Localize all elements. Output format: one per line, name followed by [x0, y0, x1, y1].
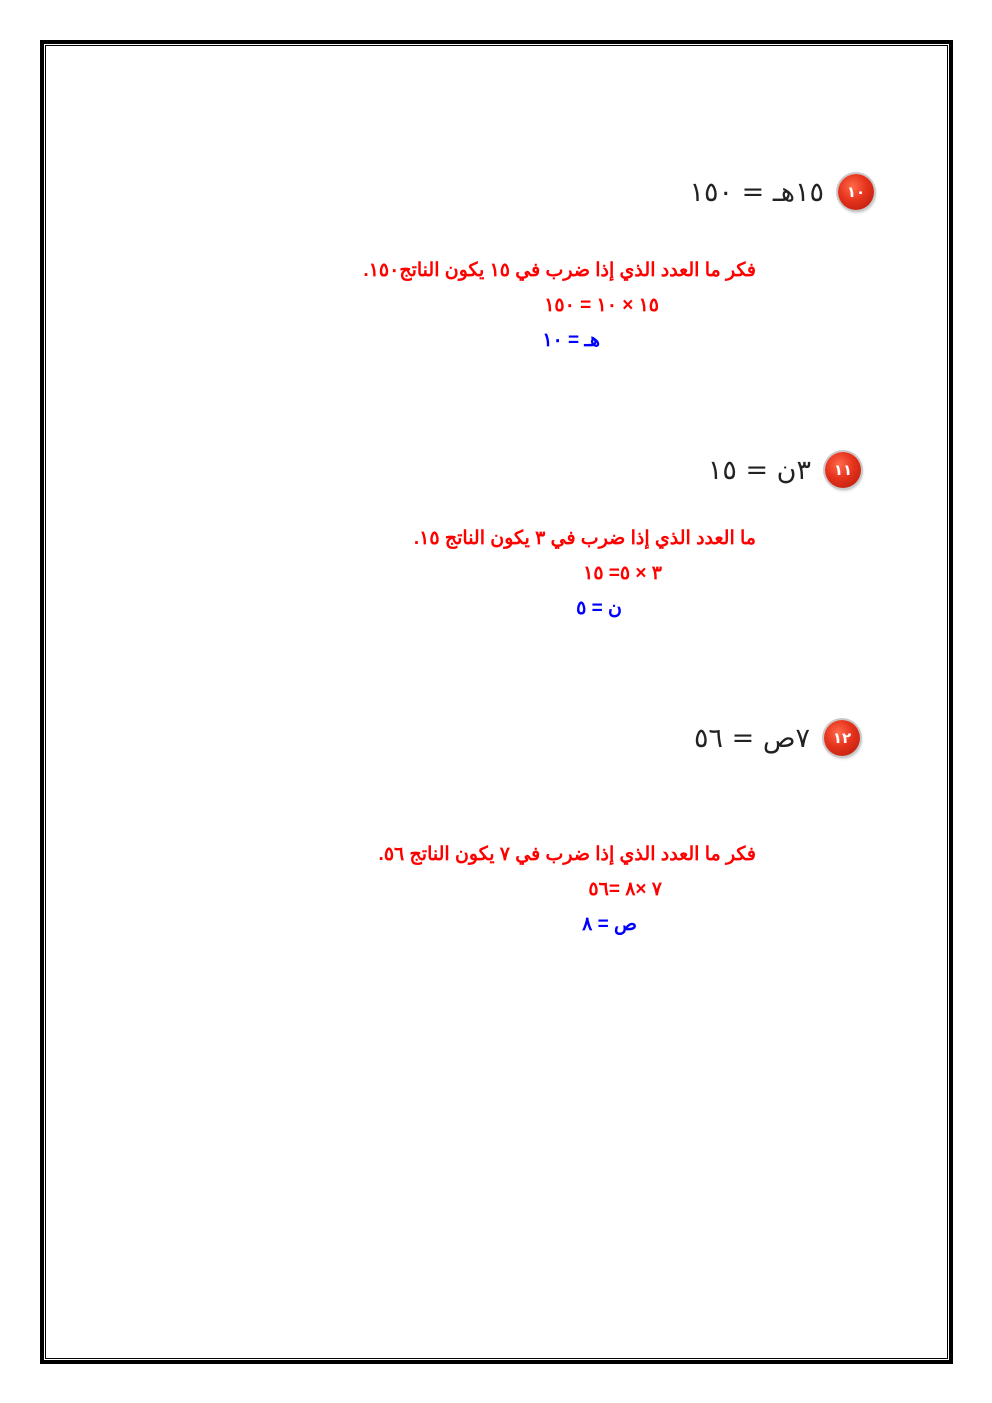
- problem-answer: ن = ٥: [576, 598, 622, 619]
- problem-hint: فكر ما العدد الذي إذا ضرب في ١٥ يكون الناتج١٥٠.: [363, 260, 756, 281]
- problem-hint: ما العدد الذي إذا ضرب في ٣ يكون الناتج ١٥.: [413, 528, 756, 549]
- problem-10-header: [690, 174, 874, 210]
- problem-number-badge: ١٠: [838, 174, 874, 210]
- problem-hint: فكر ما العدد الذي إذا ضرب في ٧ يكون الناتج ٥٦.: [378, 844, 756, 865]
- problem-equation: ٣ن = ١٥: [707, 454, 811, 486]
- problem-answer: هـ = ١٠: [542, 330, 600, 351]
- problem-answer: ص = ٨: [582, 914, 637, 935]
- problem-11-header: [708, 452, 861, 488]
- problem-12-header: [694, 720, 860, 756]
- problem-work: ٧ ×٨ =٥٦: [588, 879, 662, 900]
- problem-equation: ١٥هـ = ١٥٠: [689, 176, 824, 208]
- problem-work: ٣ × ٥= ١٥: [583, 563, 662, 584]
- problem-number-badge: ١١: [825, 452, 861, 488]
- problem-work: ١٥ × ١٠ = ١٥٠: [544, 295, 659, 316]
- problem-number-badge: ١٢: [824, 720, 860, 756]
- problem-equation: ٧ص = ٥٦: [694, 722, 810, 754]
- page-border-inner: [45, 45, 948, 1359]
